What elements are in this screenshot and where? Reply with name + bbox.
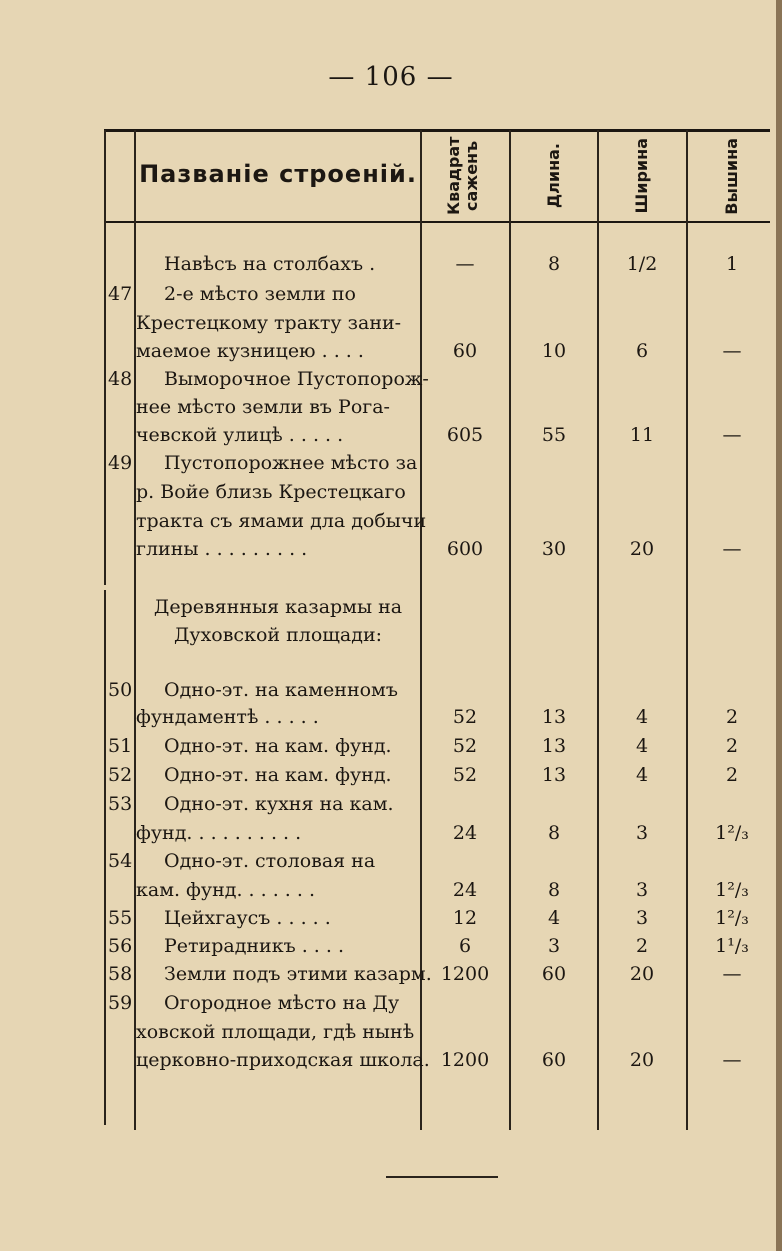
entry-number: 55 xyxy=(108,907,133,929)
cell-height: 2 xyxy=(725,735,739,757)
building-name-text: чевской улицѣ . . . . . xyxy=(136,424,344,446)
header-width: Ширина xyxy=(632,138,651,214)
building-name-text: р. Войе близь Крестецкаго xyxy=(136,481,406,503)
building-name-text: 2-е мѣсто земли по xyxy=(164,283,356,305)
building-name-text: Одно-эт. на каменномъ xyxy=(164,679,398,701)
table-row xyxy=(100,253,782,283)
building-name-text: Одно-эт. кухня на кам. xyxy=(164,793,394,815)
cell-area: 6 xyxy=(458,935,472,957)
cell-length: 10 xyxy=(541,340,567,362)
cell-height: — xyxy=(722,340,742,362)
cell-width: 6 xyxy=(635,340,649,362)
entry-number: 53 xyxy=(108,793,133,815)
cell-width: 3 xyxy=(635,822,649,844)
table-row xyxy=(100,1049,782,1079)
building-name-text: Цейхгаусъ . . . . . xyxy=(164,907,331,929)
table-row xyxy=(100,822,782,852)
building-name-text: кам. фунд. . . . . . . xyxy=(136,879,315,901)
building-name-text: Навѣсъ на столбахъ . xyxy=(164,253,376,275)
building-name-text: маемое кузницею . . . . xyxy=(136,340,364,362)
building-name-text: Земли подъ этими казарм. xyxy=(164,963,432,985)
cell-width: 2 xyxy=(635,935,649,957)
cell-height: 1²/₃ xyxy=(715,822,749,844)
cell-width: 20 xyxy=(629,1049,655,1071)
cell-length: 13 xyxy=(541,706,567,728)
cell-width: 11 xyxy=(629,424,655,446)
building-name-text: нее мѣсто земли въ Рога- xyxy=(136,396,390,418)
table-row xyxy=(100,764,782,794)
cell-length: 8 xyxy=(547,879,561,901)
cell-width: 3 xyxy=(635,879,649,901)
cell-height: 1²/₃ xyxy=(715,907,749,929)
cell-width: 4 xyxy=(635,735,649,757)
cell-area: 24 xyxy=(452,822,478,844)
cell-length: 4 xyxy=(547,907,561,929)
table-row xyxy=(100,706,782,736)
table-row xyxy=(100,283,782,313)
cell-length: 60 xyxy=(541,963,567,985)
cell-area: 52 xyxy=(452,764,478,786)
entry-number: 59 xyxy=(108,992,133,1014)
cell-width: 1/2 xyxy=(626,253,658,275)
cell-area: 605 xyxy=(446,424,484,446)
cell-width: 4 xyxy=(635,706,649,728)
table-row xyxy=(100,340,782,370)
building-name-text: Одно-эт. на кам. фунд. xyxy=(164,764,392,786)
header-name: Пазваніе строеній. xyxy=(139,160,417,188)
entry-number: 47 xyxy=(108,283,133,305)
cell-length: 8 xyxy=(547,253,561,275)
cell-height: 2 xyxy=(725,764,739,786)
entry-number: 52 xyxy=(108,764,133,786)
building-name-text: Одно-эт. столовая на xyxy=(164,850,376,872)
table-top-rule xyxy=(104,129,770,132)
cell-length: 13 xyxy=(541,735,567,757)
building-name-text: церковно-приходская школа. xyxy=(136,1049,430,1071)
table-row xyxy=(100,735,782,765)
cell-height: 1²/₃ xyxy=(715,879,749,901)
cell-area: 600 xyxy=(446,538,484,560)
page-number: — 106 — xyxy=(328,62,454,92)
header-height: Вышина xyxy=(722,137,741,215)
table-row xyxy=(100,424,782,454)
table-row xyxy=(100,992,782,1022)
cell-height: 1¹/₃ xyxy=(715,935,749,957)
cell-width: 4 xyxy=(635,764,649,786)
cell-height: — xyxy=(722,963,742,985)
building-name-text: Пустопорожнее мѣсто за xyxy=(164,452,418,474)
table-row xyxy=(100,850,782,880)
building-name-text: фундаментѣ . . . . . xyxy=(136,706,319,728)
building-name-text: Одно-эт. на кам. фунд. xyxy=(164,735,392,757)
cell-area: 12 xyxy=(452,907,478,929)
building-name-text: ховской площади, гдѣ нынѣ xyxy=(136,1021,415,1043)
building-name-text: Ретирадникъ . . . . xyxy=(164,935,344,957)
cell-length: 13 xyxy=(541,764,567,786)
header-length: Длина. xyxy=(543,143,563,209)
table-row xyxy=(100,481,782,511)
cell-area: 52 xyxy=(452,706,478,728)
entry-number: 48 xyxy=(108,368,133,390)
table-row xyxy=(100,935,782,965)
cell-length: 60 xyxy=(541,1049,567,1071)
cell-width: 20 xyxy=(629,963,655,985)
cell-width: 3 xyxy=(635,907,649,929)
cell-width: 20 xyxy=(629,538,655,560)
building-name-text: глины . . . . . . . . . xyxy=(136,538,308,560)
entry-number: 51 xyxy=(108,735,133,757)
table-row xyxy=(100,452,782,482)
building-name-text: фунд. . . . . . . . . . xyxy=(136,822,302,844)
subheading-line-2: Духовской площади: xyxy=(173,624,383,646)
cell-length: 30 xyxy=(541,538,567,560)
cell-height: — xyxy=(722,1049,742,1071)
building-name-text: Выморочное Пустопорож- xyxy=(164,368,429,390)
table-row xyxy=(100,907,782,937)
subheading-line-1: Деревянныя казармы на xyxy=(153,596,403,618)
entry-number: 54 xyxy=(108,850,133,872)
entry-number: 56 xyxy=(108,935,133,957)
cell-area: 24 xyxy=(452,879,478,901)
entry-number: 49 xyxy=(108,452,133,474)
cell-height: — xyxy=(722,538,742,560)
table-row xyxy=(100,368,782,398)
cell-area: 1200 xyxy=(440,963,490,985)
cell-length: 8 xyxy=(547,822,561,844)
cell-height: — xyxy=(722,424,742,446)
table-row xyxy=(100,679,782,709)
table-row xyxy=(100,879,782,909)
table-row xyxy=(100,510,782,540)
header-area: Квадрат саженъ xyxy=(444,136,481,216)
cell-length: 3 xyxy=(547,935,561,957)
cell-height: 2 xyxy=(725,706,739,728)
building-name-text: Крестецкому тракту зани- xyxy=(136,312,402,334)
cell-area: 1200 xyxy=(440,1049,490,1071)
cell-length: 55 xyxy=(541,424,567,446)
entry-number: 58 xyxy=(108,963,133,985)
footer-rule xyxy=(386,1176,498,1178)
table-row xyxy=(100,963,782,993)
table-row xyxy=(100,396,782,426)
building-name-text: Огородное мѣсто на Ду xyxy=(164,992,400,1014)
table-row xyxy=(100,1021,782,1051)
table-row xyxy=(100,538,782,568)
building-name-text: тракта съ ямами дла добычи xyxy=(136,510,427,532)
cell-area: 60 xyxy=(452,340,478,362)
cell-area: — xyxy=(455,253,475,275)
cell-height: 1 xyxy=(725,253,739,275)
table-header-rule xyxy=(104,221,770,223)
table-row xyxy=(100,312,782,342)
entry-number: 50 xyxy=(108,679,133,701)
table-row xyxy=(100,793,782,823)
cell-area: 52 xyxy=(452,735,478,757)
